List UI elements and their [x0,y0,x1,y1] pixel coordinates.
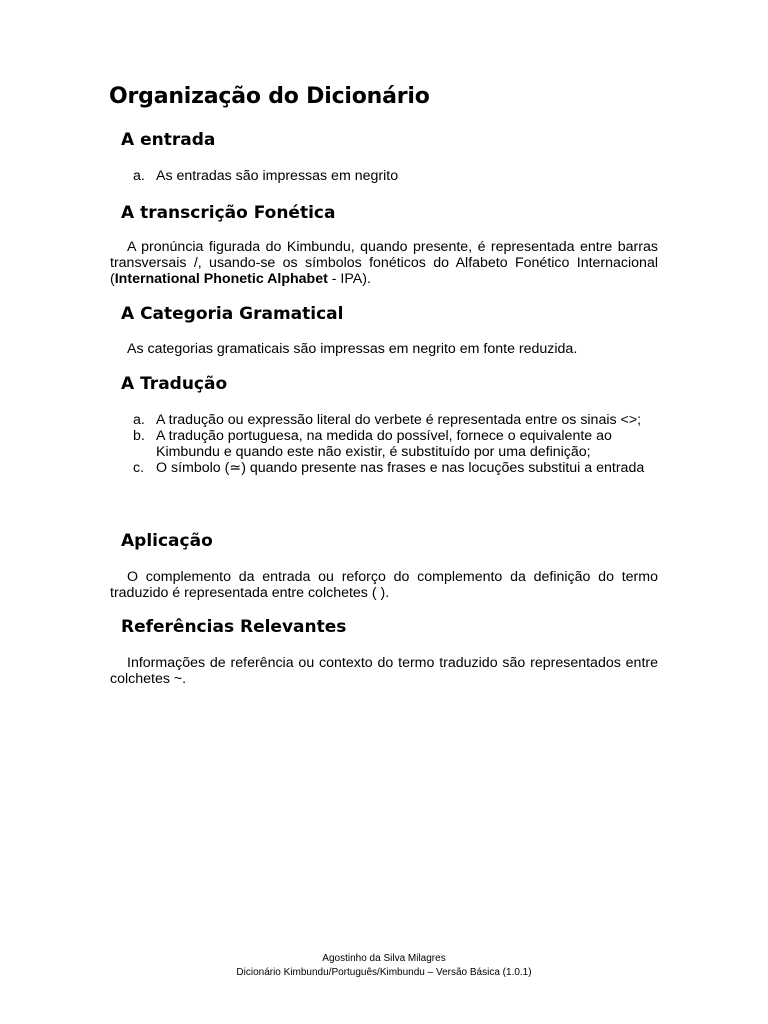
heading-transcricao: A transcrição Fonética [121,203,336,223]
list-item-text: O símbolo (≃) quando presente nas frases e nas locuções substitui a entrada [156,460,645,476]
list-marker: b. [133,428,145,444]
list-item-text: A tradução ou expressão literal do verbete é representada entre os sinais <>; [156,412,642,428]
footer [0,952,768,980]
list-marker: c. [133,460,145,476]
heading-referencias: Referências Relevantes [121,617,347,637]
list-traducao [133,412,658,476]
list-item-text: As entradas são impressas em negrito [156,168,399,184]
list-marker: a. [133,168,145,184]
list-item [133,168,658,184]
page-title: Organização do Dicionário [109,84,430,109]
ipa-bold-term: International Phonetic Alphabet [114,271,328,287]
heading-categoria: A Categoria Gramatical [121,304,344,324]
paragraph-text: A pronúncia figurada do Kimbundu, quando presente, é representada entre barras transversais /, usando-se os símbolos fonéticos do Alfabeto Fonético Internacional ( [110,239,658,287]
footer-author: Agostinho da Silva Milagres [322,953,446,964]
list-entrada [133,168,658,184]
list-item [133,412,658,428]
heading-entrada: A entrada [121,130,216,150]
paragraph-categoria: As categorias gramaticais são impressas em negrito em fonte reduzida. [127,341,578,357]
list-item [133,460,658,476]
paragraph-text-end: - IPA). [327,271,371,287]
paragraph-referencias: Informações de referência ou contexto do termo traduzido são representados entre colchetes ~. [110,655,658,687]
list-item-text: A tradução portuguesa, na medida do possível, fornece o equivalente ao Kimbundu e quando este não existir, é substituído por uma definição; [156,428,612,460]
paragraph-aplicacao: O complemento da entrada ou reforço do complemento da definição do termo traduzido é representada entre colchetes ( ). [110,569,658,601]
paragraph-transcricao [110,239,658,287]
heading-aplicacao: Aplicação [121,531,213,551]
heading-traducao: A Tradução [121,374,228,394]
list-item [133,428,658,460]
list-marker: a. [133,412,145,428]
footer-work-title: Dicionário Kimbundu/Português/Kimbundu – Versão Básica (1.0.1) [236,967,532,978]
